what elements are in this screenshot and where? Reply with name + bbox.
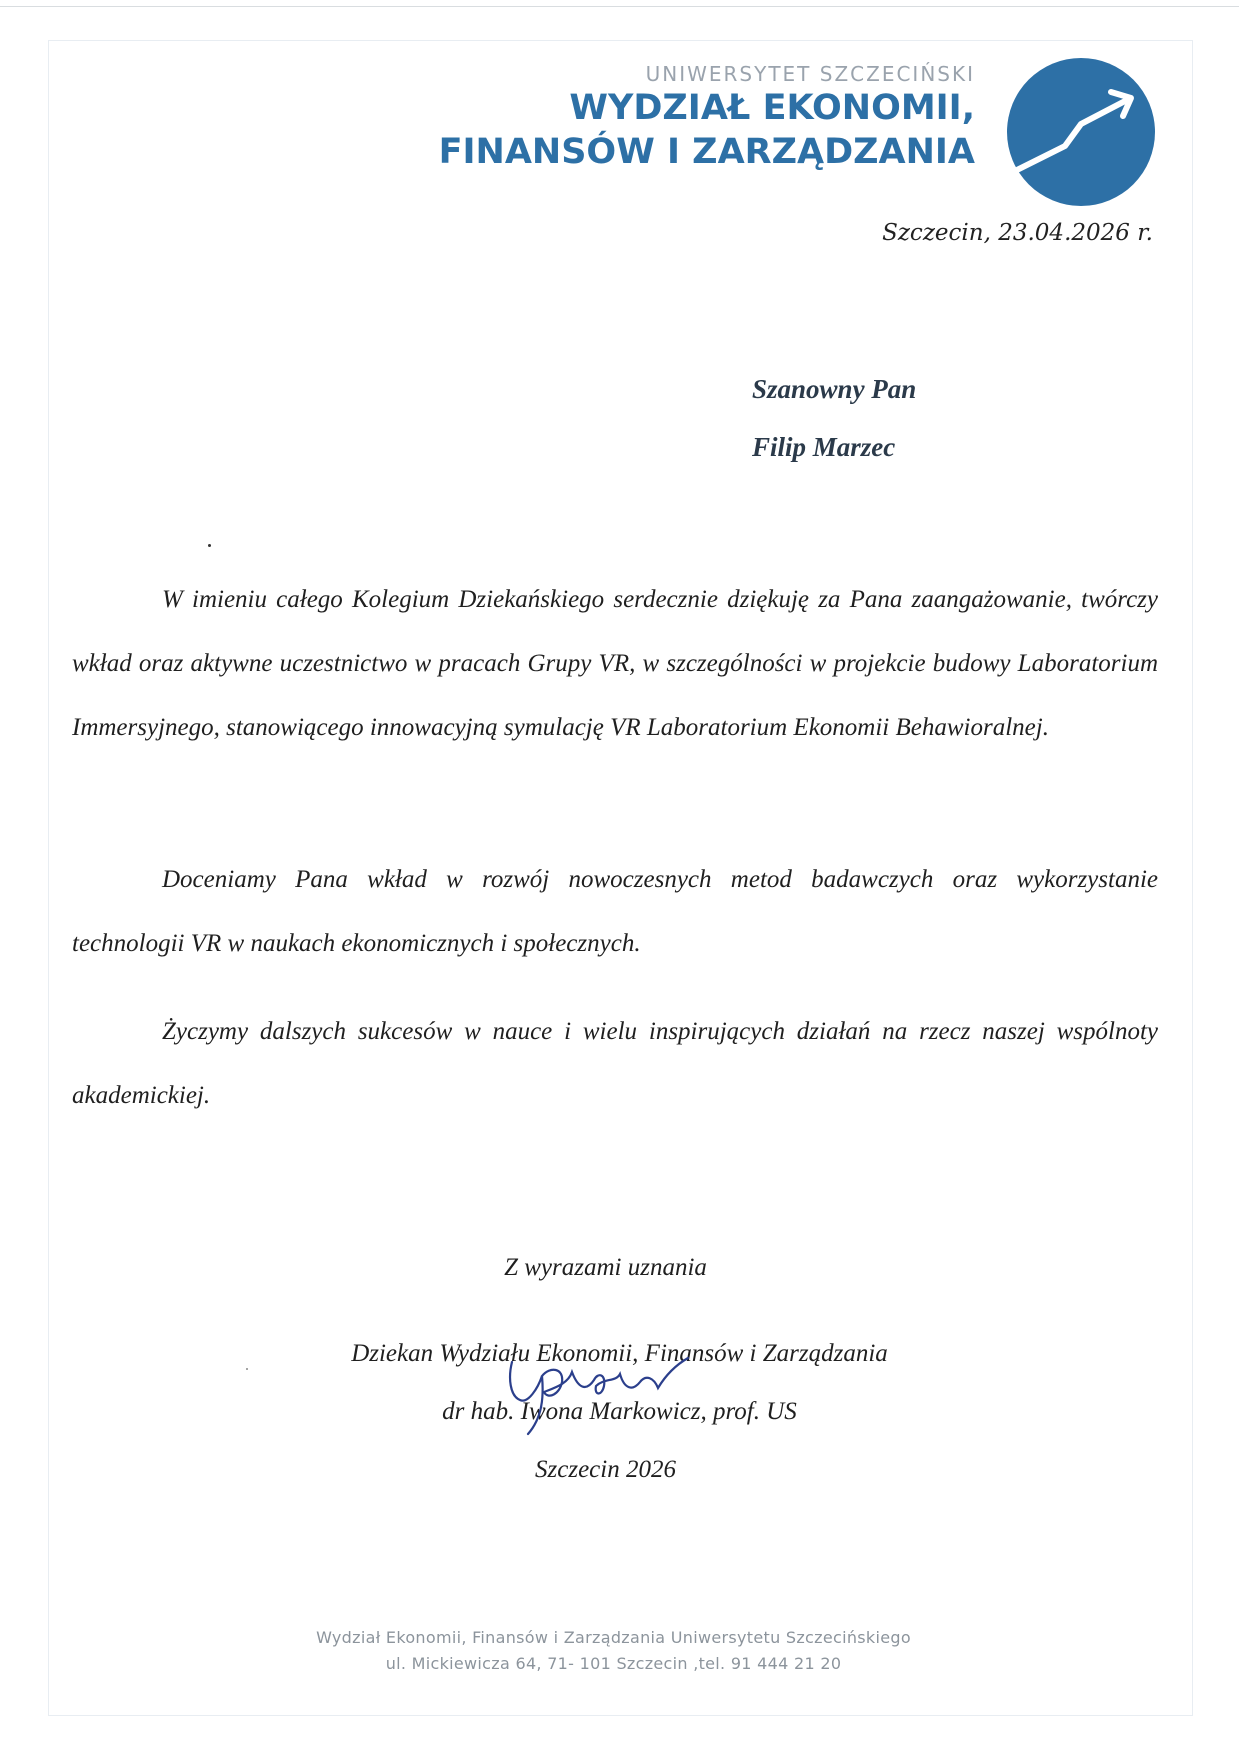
footer-address-line1: Wydział Ekonomii, Finansów i Zarządzania Uniwersytetu Szczecińskiego <box>316 1628 911 1647</box>
faculty-logo-icon <box>1007 58 1155 206</box>
faculty-name-line1: WYDZIAŁ EKONOMII, <box>569 88 975 128</box>
recipient-name: Filip Marzec <box>752 432 896 462</box>
letter-date: Szczecin, 23.04.2026 r. <box>882 220 1153 246</box>
salutation: Szanowny Pan <box>752 374 917 404</box>
signatory-name: dr hab. Iwona Markowicz, prof. US <box>442 1398 797 1425</box>
body-paragraph-2: Doceniamy Pana wkład w rozwój nowoczesnych metod badawczych oraz wykorzystanie technologii VR w naukach ekonomicznych i społecznych. <box>72 866 1158 957</box>
addressee-block <box>752 360 916 476</box>
scan-speck <box>246 1368 248 1370</box>
signature-place-year: Szczecin 2026 <box>535 1456 676 1483</box>
closing-phrase: Z wyrazami uznania <box>504 1254 707 1281</box>
body-paragraph-3: Życzymy dalszych sukcesów w nauce i wielu inspirujących działań na rzecz naszej wspólnoty akademickiej. <box>72 1018 1158 1109</box>
university-name: UNIWERSYTET SZCZECIŃSKI <box>645 62 975 86</box>
signatory-title: Dziekan Wydziału Ekonomii, Finansów i Zarządzania <box>351 1340 888 1367</box>
body-paragraph-1: W imieniu całego Kolegium Dziekańskiego serdecznie dziękuję za Pana zaangażowanie, twórczy wkład oraz aktywne uczestnictwo w pracach Grupy VR, w szczególności w projekcie budowy Laboratorium Immersyjnego, stanowiącego innowacyjną symulację VR Laboratorium Ekonomii Behawioralnej. <box>72 586 1158 741</box>
handwritten-signature <box>498 1348 708 1440</box>
scan-speck <box>208 544 211 547</box>
top-edge-line <box>0 6 1239 7</box>
faculty-name-line2: FINANSÓW I ZARZĄDZANIA <box>438 132 975 172</box>
footer-address-line2: ul. Mickiewicza 64, 71- 101 Szczecin ,tel. 91 444 21 20 <box>385 1654 842 1673</box>
letterhead <box>355 62 975 174</box>
